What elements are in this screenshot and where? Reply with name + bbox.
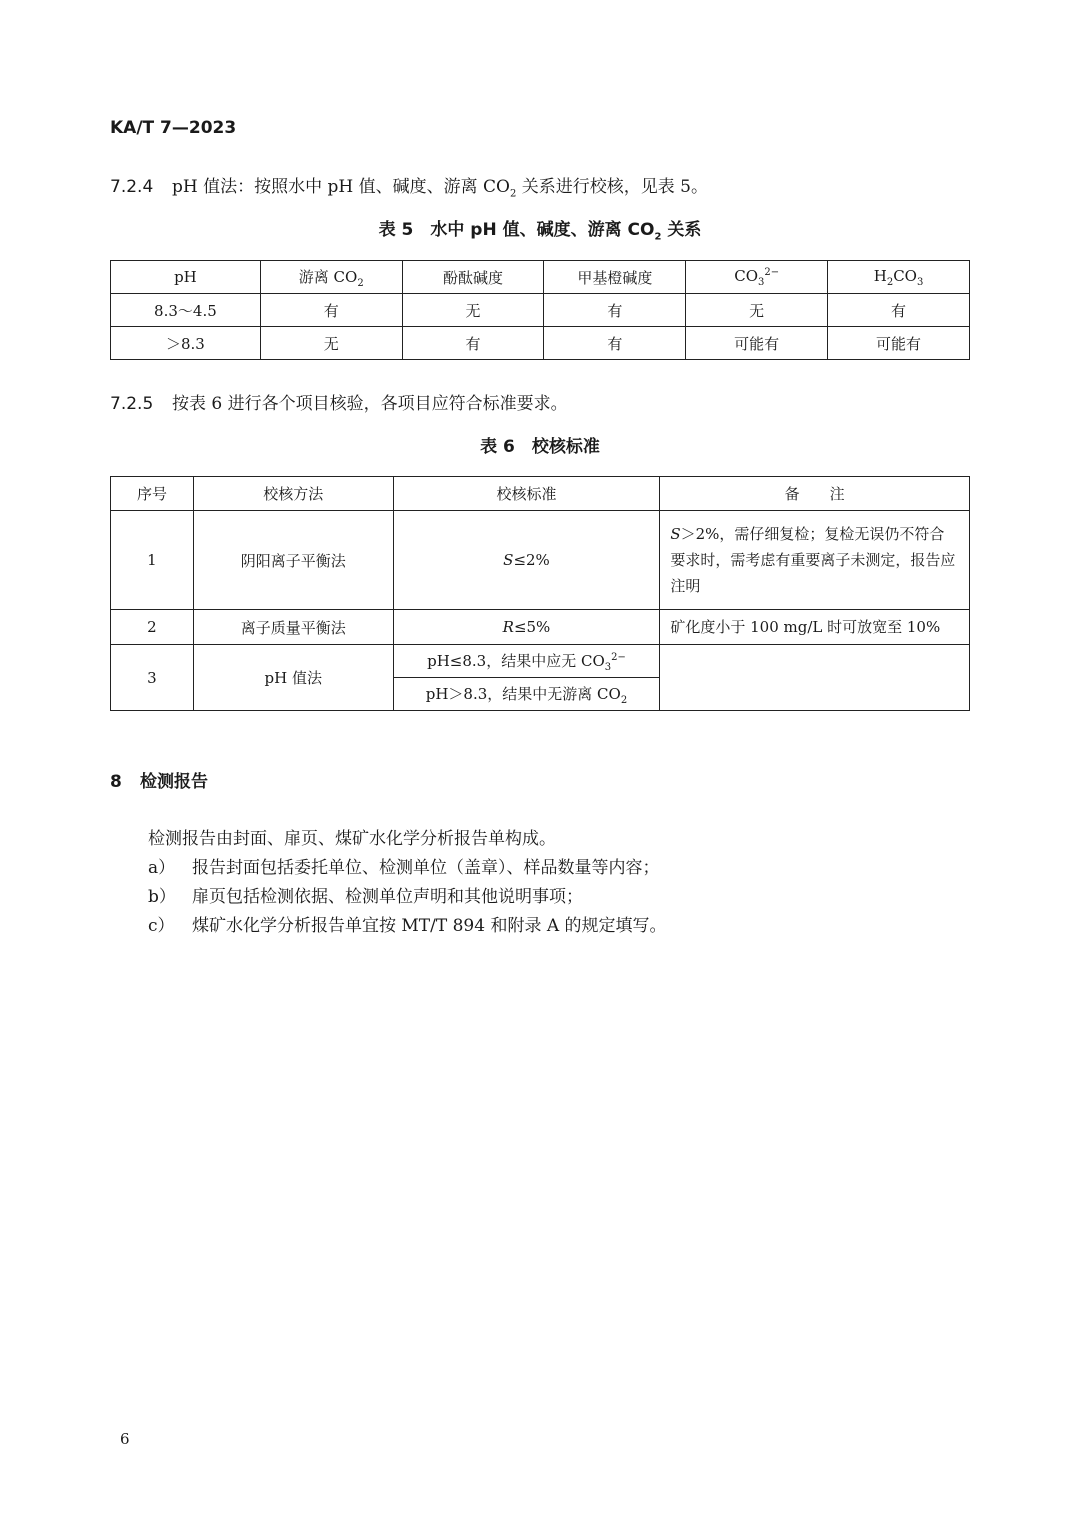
list-text: 报告封面包括委托单位、检测单位（盖章）、样品数量等内容； [192,858,660,878]
col-phenolphthalein-alkalinity: 酚酞碱度 [402,261,544,294]
section-8-heading [110,767,208,792]
table-cell: 有 [402,327,544,360]
clause-number: 7.2.4 [110,177,154,197]
table-header-row [111,477,970,511]
table-cell: 无 [686,294,828,327]
table-row [111,327,970,360]
table-cell [660,645,970,711]
table-cell: ＞8.3 [111,327,261,360]
page-number: 6 [120,1430,130,1448]
list-text: 煤矿水化学分析报告单宜按 MT/T 894 和附录 A 的规定填写。 [192,916,667,936]
section-8-intro: 检测报告由封面、扉页、煤矿水化学分析报告单构成。 [148,829,556,849]
table-cell: pH 值法 [193,645,393,711]
list-text: 扉页包括检测依据、检测单位声明和其他说明事项； [192,887,583,907]
table-row [111,294,970,327]
col-carbonate: $CO_3^{2-}$ [686,261,828,294]
list-marker: a） [148,858,176,878]
list-item [148,911,667,936]
list-marker: c） [148,916,175,936]
list-item [148,882,583,907]
table-cell: 无 [260,327,402,360]
table-cell: 有 [544,327,686,360]
table-cell: pH＞8.3，结果中无游离 $CO_2$ [393,678,660,711]
col-check-standard: 校核标准 [393,477,660,511]
table5-caption: 表 5 水中 pH 值、碱度、游离 $CO_2$ 关系 [378,220,702,243]
table-cell: S＞2%，需仔细复检；复检无误仍不符合要求时，需考虑有重要离子未测定，报告应注明 [660,511,970,610]
table-cell: R≤5% [393,610,660,645]
table-cell: 矿化度小于 100 mg/L 时可放宽至 10% [660,610,970,645]
table-header-row [111,261,970,294]
table-cell: 可能有 [828,327,970,360]
clause-7-2-5 [110,389,568,414]
col-serial-no: 序号 [111,477,194,511]
table6 [110,476,970,711]
table-cell: 阴阳离子平衡法 [193,511,393,610]
table-cell: pH≤8.3，结果中应无 $CO_3^{2-}$ [393,645,660,678]
table5 [110,260,970,360]
clause-7-2-4 [110,172,708,199]
col-free-co2: 游离 $CO_2$ [260,261,402,294]
table-cell: 可能有 [686,327,828,360]
table-row [111,511,970,610]
clause-number: 7.2.5 [110,394,154,414]
table-cell: 2 [111,610,194,645]
table-row [111,645,970,678]
section-number: 8 [110,772,122,792]
table-cell: 8.3～4.5 [111,294,261,327]
table6-caption: 表 6 校核标准 [480,437,600,457]
list-item [148,853,660,878]
col-methyl-orange-alkalinity: 甲基橙碱度 [544,261,686,294]
table-cell: 离子质量平衡法 [193,610,393,645]
document-code: KA/T 7—2023 [110,118,237,138]
clause-text: pH 值法：按照水中 pH 值、碱度、游离 $CO_2$ 关系进行校核，见表 5。 [172,177,708,200]
list-marker: b） [148,887,176,907]
col-remarks: 备 注 [660,477,970,511]
table-cell: S≤2% [393,511,660,610]
table-cell: 1 [111,511,194,610]
table-cell: 3 [111,645,194,711]
col-check-method: 校核方法 [193,477,393,511]
clause-text: 按表 6 进行各个项目核验，各项目应符合标准要求。 [172,394,568,414]
table-cell: 有 [260,294,402,327]
table-row [111,610,970,645]
section-title: 检测报告 [140,772,208,792]
table-cell: 有 [544,294,686,327]
table-cell: 有 [828,294,970,327]
col-carbonic-acid: $H_2CO_3$ [828,261,970,294]
col-ph: pH [111,261,261,294]
table-cell: 无 [402,294,544,327]
